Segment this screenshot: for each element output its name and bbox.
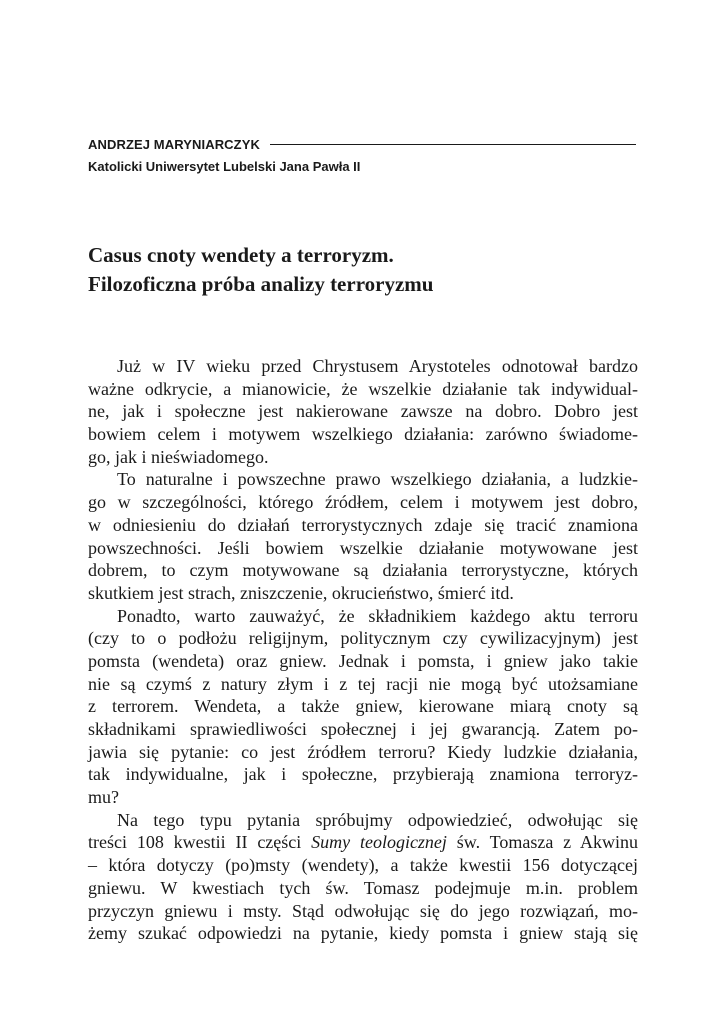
text-line: Na tego typu pytania spróbujmy odpowiedzieć, odwołując się xyxy=(117,809,638,830)
text-line: pomsta (wendeta) oraz gniew. Jednak i pomsta, i gniew jako takie xyxy=(88,650,638,671)
text-line: bowiem celem i motywem wszelkiego działania: zarówno świadome- xyxy=(88,424,638,445)
text-line: Ponadto, warto zauważyć, że składnikiem każdego aktu terroru xyxy=(117,605,638,626)
paragraph-3 xyxy=(88,605,638,809)
text-line: nie są czymś z natury złym i z tej racji nie mogą być utożsamiane xyxy=(88,673,638,694)
paragraph-4 xyxy=(88,809,638,945)
text-line: z terrorem. Wendeta, a także gniew, kierowane miarą cnoty są xyxy=(88,696,638,717)
text-line: składnikami sprawiedliwości społecznej i jej gwarancją. Zatem po- xyxy=(88,719,638,739)
text-line: przyczyn gniewu i msty. Stąd odwołując się do jego rozwiązań, mo- xyxy=(88,900,638,921)
author-line xyxy=(88,133,636,155)
text-line: jawia się pytanie: co jest źródłem terroru? Kiedy ludzkie działania, xyxy=(88,741,638,762)
text-line: ważne odkrycie, a mianowicie, że wszelkie działanie tak indywidual- xyxy=(88,378,638,399)
text-line: – która dotyczy (po)msty (wendety), a także kwestii 156 dotyczącej xyxy=(88,855,638,876)
text-line: go, jak i nieświadomego. xyxy=(88,446,269,467)
text-line: powszechności. Jeśli bowiem wszelkie działanie motywowane jest xyxy=(88,537,638,558)
text-line: tak indywidualne, jak i społeczne, przybierają znamiona terroryz- xyxy=(88,764,638,785)
text-line: dobrem, to czym motywowane są działania terrorystyczne, których xyxy=(88,560,638,581)
author-block xyxy=(88,133,636,179)
author-rule xyxy=(270,144,636,145)
text-line: go w szczególności, którego źródłem, celem i motywem jest dobro, xyxy=(88,492,638,513)
paragraph-2 xyxy=(88,468,638,604)
author-name: ANDRZEJ MARYNIARCZYK xyxy=(88,136,260,152)
text-line: mu? xyxy=(88,787,119,808)
article-body xyxy=(88,355,638,945)
text-line: gniewu. W kwestiach tych św. Tomasz podejmuje m.in. problem xyxy=(88,877,638,898)
text-line: Już w IV wieku przed Chrystusem Arystoteles odnotował bardzo xyxy=(117,356,638,376)
paragraph-1 xyxy=(88,355,638,468)
text-line: skutkiem jest strach, zniszczenie, okrucieństwo, śmierć itd. xyxy=(88,582,514,603)
title-line-1: Casus cnoty wendety a terroryzm. xyxy=(88,243,394,267)
affiliation: Katolicki Uniwersytet Lubelski Jana Pawła II xyxy=(88,159,361,174)
article-title xyxy=(88,241,648,299)
text-line: ne, jak i społeczne jest nakierowane zawsze na dobro. Dobro jest xyxy=(88,401,638,422)
text-fragment: treści 108 kwestii II części xyxy=(88,832,312,853)
cited-work-title: Sumy teologicznej xyxy=(311,832,447,853)
text-line-with-title xyxy=(88,831,638,854)
text-line: To naturalne i powszechne prawo wszelkiego działania, a ludzkie- xyxy=(117,469,638,490)
text-line: żemy szukać odpowiedzi na pytanie, kiedy pomsta i gniew stają się xyxy=(88,923,638,944)
title-line-2: Filozoficzna próba analizy terroryzmu xyxy=(88,272,434,296)
text-line: (czy to o podłożu religijnym, politycznym czy cywilizacyjnym) jest xyxy=(88,628,638,649)
text-line: w odniesieniu do działań terrorystycznych zdaje się tracić znamiona xyxy=(88,514,638,535)
text-fragment: św. Tomasza z Akwinu xyxy=(446,832,639,853)
